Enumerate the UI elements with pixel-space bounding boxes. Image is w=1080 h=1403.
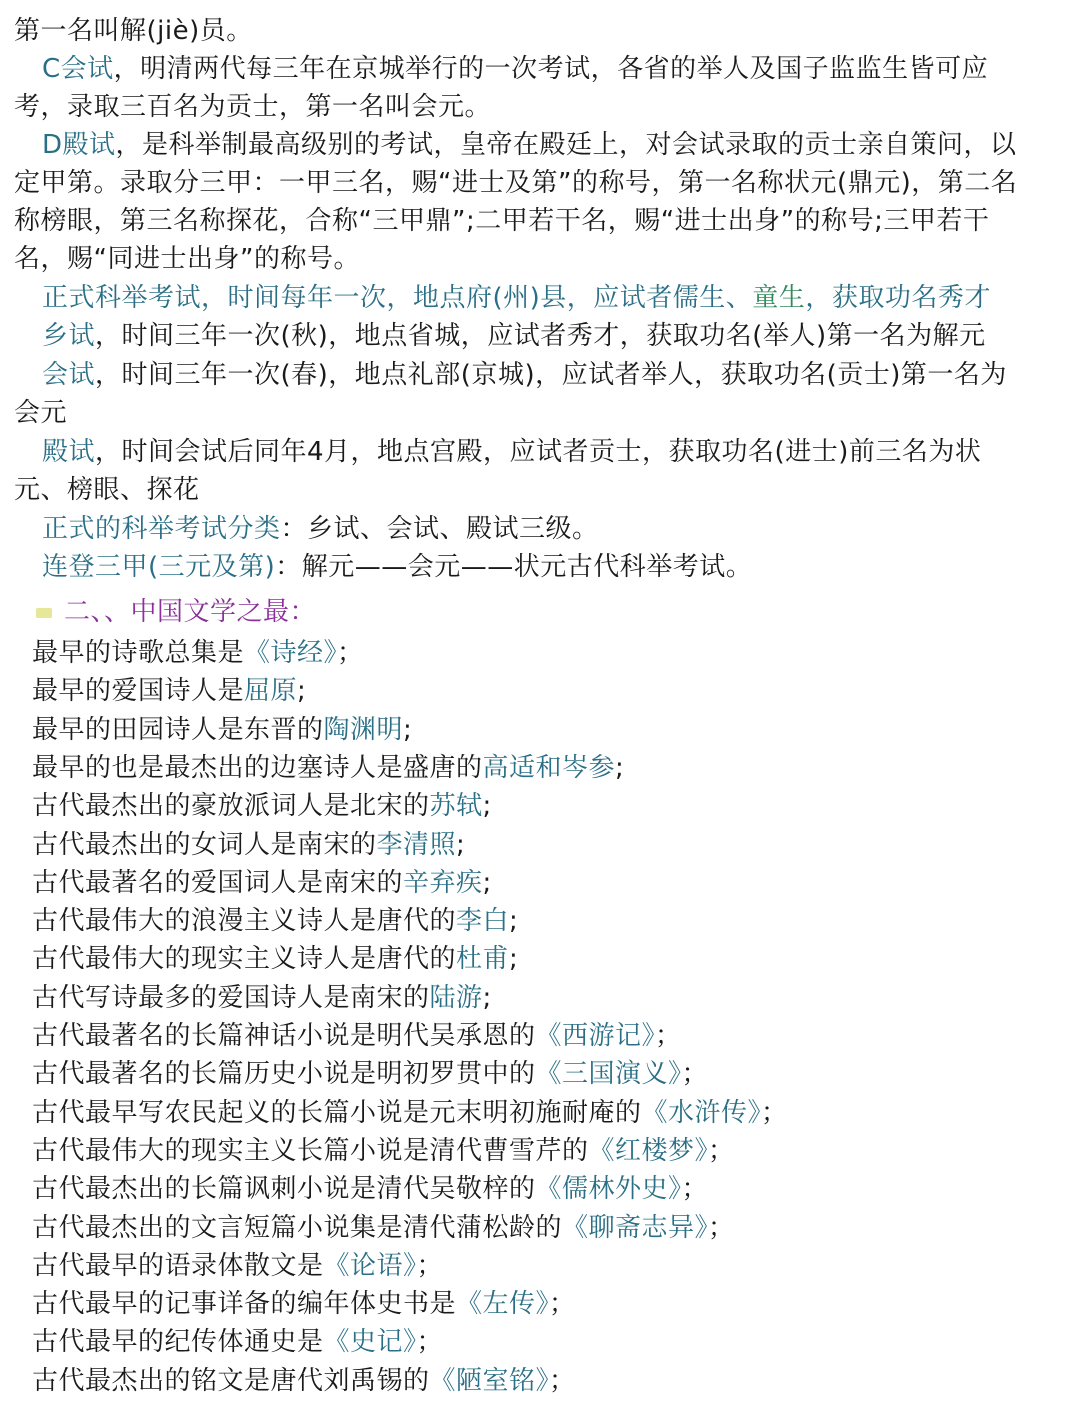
highlight-term: 李清照 — [376, 829, 457, 860]
list-item: 古代最杰出的豪放派词人是北宋的苏轼; — [32, 791, 492, 822]
list-item: 古代最杰出的长篇讽刺小说是清代吴敬梓的《儒林外史》； — [32, 1174, 709, 1205]
list-item: 古代最著名的长篇神话小说是明代吴承恩的《西游记》； — [32, 1021, 682, 1051]
list-item: 古代最杰出的女词人是南宋的李清照; — [32, 829, 466, 860]
highlight-term: 陆游 — [429, 982, 483, 1013]
list-item: 古代最杰出的文言短篇小说集是清代蒲松龄的《聊斋志异》； — [32, 1212, 735, 1243]
highlight-term: 陶渊明 — [323, 714, 404, 745]
list-item: 古代最杰出的铭文是唐代刘禹锡的《陋室铭》； — [32, 1365, 576, 1396]
intro-d-line: D殿试，是科举制最高级别的考试，皇帝在殿廷上，对会试录取的贡士亲自策问，以 — [42, 130, 1017, 160]
highlight-term: 杜甫 — [456, 944, 510, 975]
highlight-term: 李白 — [456, 906, 510, 937]
highlight-term: 高适和岑参 — [482, 752, 616, 783]
list-item: 最早的诗歌总集是《诗经》； — [32, 638, 364, 668]
list-item: 最早的也是最杰出的边塞诗人是盛唐的高适和岑参; — [32, 752, 625, 783]
list-item: 古代写诗最多的爱国诗人是南宋的陆游; — [32, 982, 492, 1013]
list-item: 古代最著名的爱国词人是南宋的辛弃疾; — [32, 867, 492, 898]
intro-c-line: C会试，明清两代每三年在京城举行的一次考试，各省的举人及国子监监生皆可应 — [42, 54, 989, 84]
list-item: 古代最著名的长篇历史小说是明初罗贯中的《三国演义》； — [32, 1059, 709, 1090]
highlight-term: 《水浒传》 — [641, 1097, 762, 1128]
intro-c-line-2: 考，录取三百名为贡士，第一名叫会元。 — [14, 92, 492, 122]
list-item: 古代最早的纪传体通史是《史记》； — [32, 1327, 444, 1358]
term-huishi: C会试 — [42, 54, 114, 84]
exam-line-3: 会试，时间三年一次(春)，地点礼部(京城)，应试者举人，获取功名(贡士)第一名为 — [42, 360, 1007, 390]
highlight-term: 《诗经》 — [244, 638, 338, 668]
highlight-term: 《聊斋志异》 — [562, 1212, 709, 1243]
exam-line-1: 正式科举考试，时间每年一次，地点府(州)县，应试者儒生、童生，获取功名秀才 — [42, 283, 991, 313]
highlight-term: 《西游记》 — [535, 1021, 656, 1051]
list-item: 古代最伟大的现实主义长篇小说是清代曹雪芹的《红楼梦》； — [32, 1135, 735, 1166]
exam-line-4: 殿试，时间会试后同年4月，地点宫殿，应试者贡士，获取功名(进士)前三名为状 — [42, 437, 982, 467]
highlight-term: 《陋室铭》 — [429, 1365, 550, 1396]
intro-d-line-3: 称榜眼，第三名称探花，合称“三甲鼎”;二甲若干名，赐“进士出身”的称号;三甲若干 — [14, 206, 990, 236]
highlight-term: 屈原 — [244, 676, 298, 707]
list-item: 古代最早写农民起义的长篇小说是元末明初施耐庵的《水浒传》； — [32, 1097, 788, 1128]
list-item: 古代最伟大的浪漫主义诗人是唐代的李白; — [32, 906, 519, 937]
highlight-term: 《左传》 — [456, 1289, 550, 1320]
exam-line-6: 连登三甲(三元及第)：解元——会元——状元古代科举考试。 — [42, 552, 753, 582]
intro-d-line-4: 名，赐“同进士出身”的称号。 — [14, 244, 360, 274]
highlight-term: 辛弃疾 — [403, 867, 483, 898]
list-item: 最早的田园诗人是东晋的陶渊明; — [32, 714, 413, 745]
list-item: 古代最早的记事详备的编年体史书是《左传》； — [32, 1289, 576, 1320]
exam-line-2: 乡试，时间三年一次(秋)，地点省城，应试者秀才，获取功名(举人)第一名为解元 — [42, 321, 986, 351]
marker-icon — [36, 608, 52, 618]
list-item: 最早的爱国诗人是屈原; — [32, 676, 307, 707]
highlight-term: 《三国演义》 — [535, 1059, 682, 1090]
list-item: 古代最伟大的现实主义诗人是唐代的杜甫; — [32, 944, 519, 975]
term-dianshi: D殿试 — [42, 130, 116, 160]
section-heading: 二、、中国文学之最： — [36, 593, 1060, 631]
highlight-term: 《史记》 — [323, 1327, 417, 1358]
intro-d-line-2: 定甲第。录取分三甲：一甲三名，赐“进士及第”的称号，第一名称状元(鼎元)，第二名 — [14, 168, 1018, 198]
highlight-term: 《儒林外史》 — [535, 1174, 682, 1205]
section-title: 中国文学之最 — [130, 597, 290, 627]
exam-line-3-cont: 会元 — [14, 398, 68, 428]
exam-line-4-cont: 元、榜眼、探花 — [14, 475, 200, 505]
exam-line-5: 正式的科举考试分类：乡试、会试、殿试三级。 — [42, 514, 599, 544]
intro-line-1: 第一名叫解(jiè)员。 — [14, 16, 253, 46]
highlight-term: 《红楼梦》 — [588, 1135, 709, 1166]
list-item: 古代最早的语录体散文是《论语》； — [32, 1250, 444, 1281]
highlight-term: 苏轼 — [429, 791, 483, 822]
highlight-term: 《论语》 — [323, 1250, 417, 1281]
